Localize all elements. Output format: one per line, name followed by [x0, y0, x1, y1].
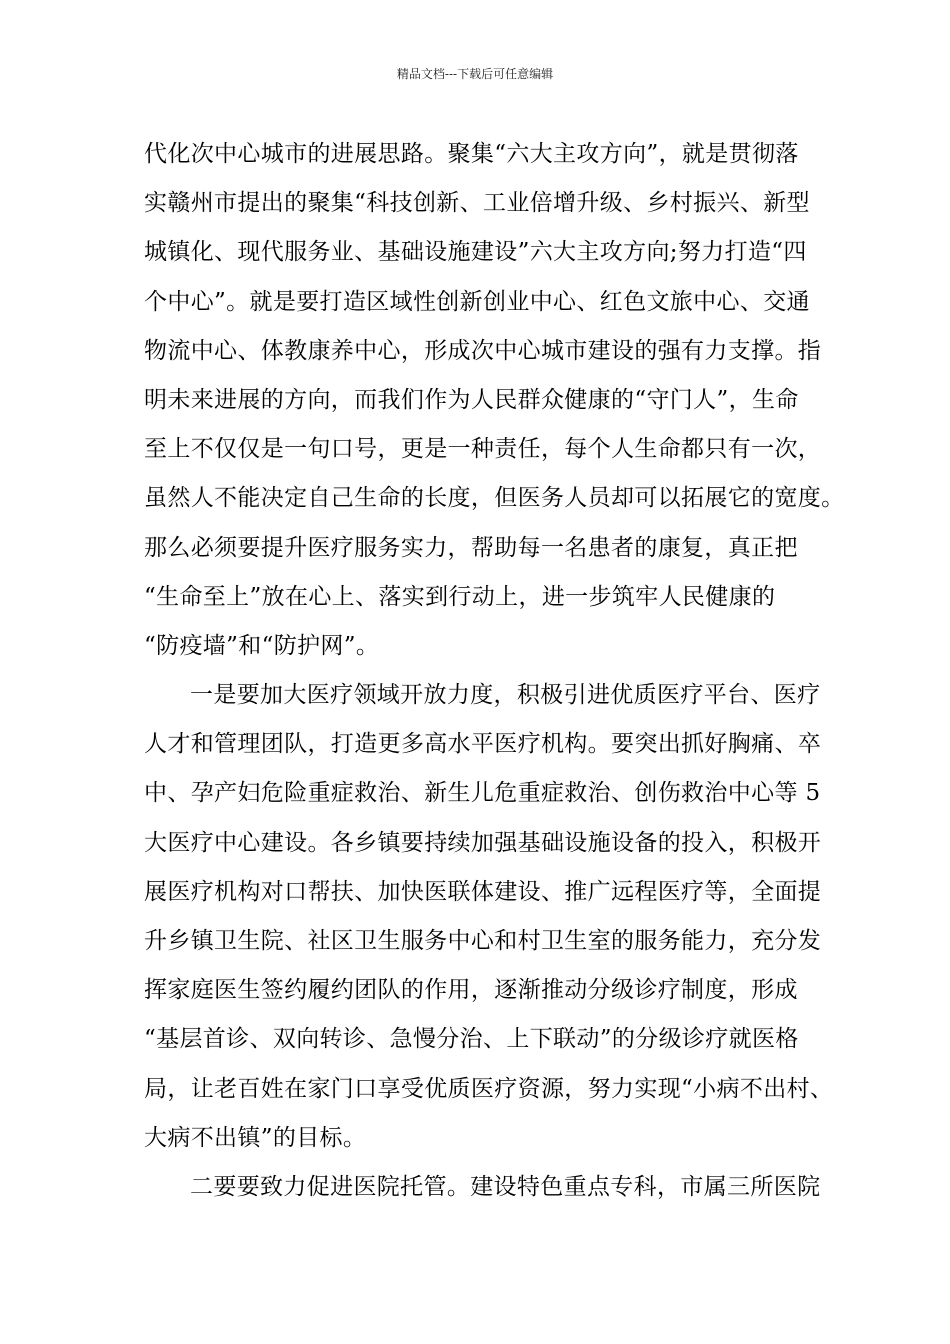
text-line: 实赣州市提出的聚集“科技创新、工业倍增升级、乡村振兴、新型: [144, 190, 810, 217]
text-line: 挥家庭医生签约履约团队的作用，逐渐推动分级诊疗制度，形成: [144, 977, 798, 1004]
text-line: 城镇化、现代服务业、基础设施建设”六大主攻方向;努力打造“四: [144, 239, 807, 266]
text-line: 展医疗机构对口帮扶、加快医联体建设、推广远程医疗等，全面提: [144, 878, 822, 905]
text-line: 那么必须要提升医疗服务实力，帮助每一名患者的康复，真正把: [144, 534, 798, 561]
text-line: 代化次中心城市的进展思路。聚集“六大主攻方向”，就是贯彻落: [144, 141, 799, 167]
text-line: 大病不出镇”的目标。: [144, 1124, 367, 1151]
text-line: 人才和管理团队，打造更多高水平医疗机构。要突出抓好胸痛、卒: [144, 731, 822, 758]
text-line: “基层首诊、双向转诊、急慢分治、上下联动”的分级诊疗就医格: [144, 1026, 799, 1053]
paragraph-start-line: 一是要加大医疗领域开放力度，积极引进优质医疗平台、医疗: [190, 682, 821, 709]
text-line: 个中心”。就是要打造区域性创新创业中心、红色文旅中心、交通: [144, 288, 810, 315]
text-line: “防疫墙”和“防护网”。: [144, 632, 380, 659]
page-header-note: 精品文档---下载后可任意编辑: [396, 67, 554, 81]
text-line: 中、孕产妇危险重症救治、新生儿危重症救治、创伤救治中心等 5: [144, 780, 821, 807]
text-line: 升乡镇卫生院、社区卫生服务中心和村卫生室的服务能力，充分发: [144, 928, 822, 954]
text-line: 局，让老百姓在家门口享受优质医疗资源，努力实现“小病不出村、: [144, 1075, 834, 1102]
document-body: [144, 130, 845, 1212]
text-line: 物流中心、体教康养中心，形成次中心城市建设的强有力支撑。指: [144, 337, 822, 364]
text-line: “生命至上”放在心上、落实到行动上，进一步筑牢人民健康的: [144, 583, 776, 610]
text-line: 明未来进展的方向，而我们作为人民群众健康的“守门人”，生命: [144, 386, 799, 413]
text-line: 虽然人不能决定自己生命的长度，但医务人员却可以拓展它的宽度。: [144, 485, 845, 512]
text-line: 至上不仅仅是一句口号，更是一种责任，每个人生命都只有一次，: [144, 436, 822, 463]
paragraph-start-line: 二要要致力促进医院托管。建设特色重点专科，市属三所医院: [190, 1173, 821, 1200]
text-line: 大医疗中心建设。各乡镇要持续加强基础设施设备的投入，积极开: [144, 829, 822, 856]
